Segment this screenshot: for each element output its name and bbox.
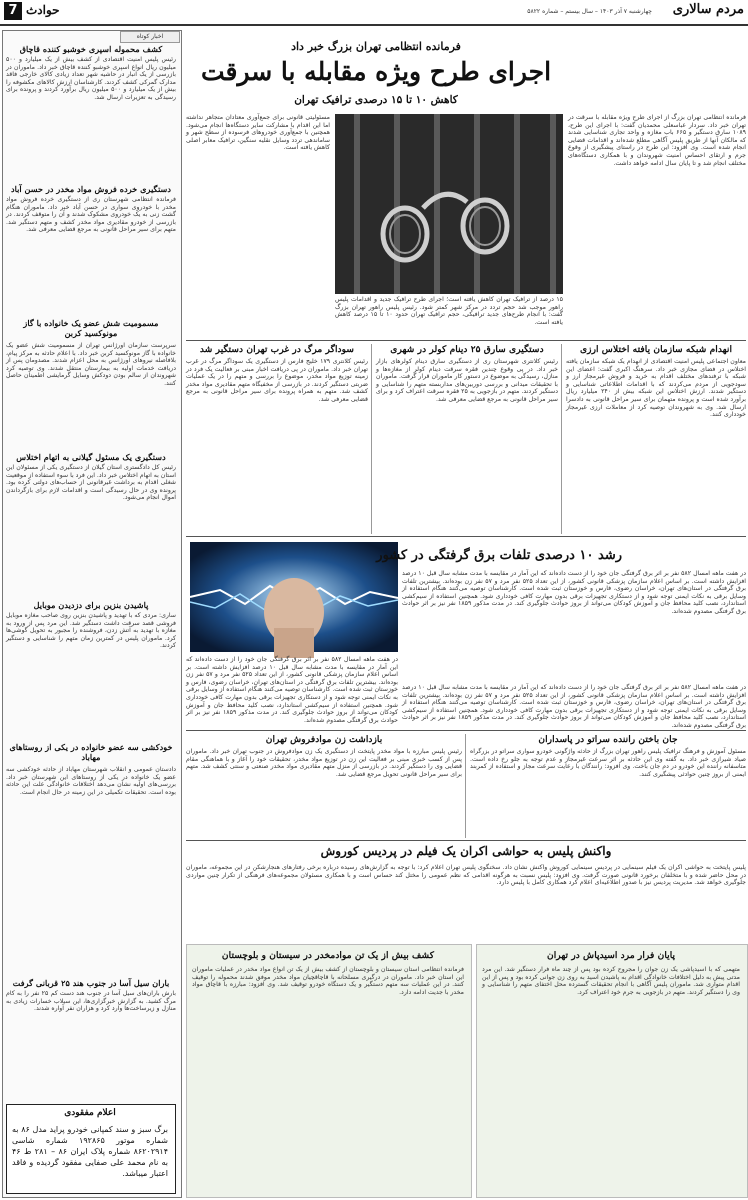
brief-5-body: ساری: مردی که با تهدید و پاشیدن بنزین روی صاحب مغازه موبایل فروشی قصد سرقت داشت دستگیر شد. این مرد پس از ورود به مغازه با تهدید به آتش زدن، فروشنده را مجبور به تحویل گوشی‌ها کرد. ماموران پلیس در کمترین زمان متهم را شناسایی و دستگیر کردند. xyxy=(6,612,176,650)
brief-6-title: خودکشی سه عضو خانواده در یکی از روستاهای مهاباد xyxy=(9,742,173,762)
brief-7-title: باران سیل آسا در جنوب هند ۲۵ قربانی گرفت xyxy=(12,978,170,988)
lower-story-1-body: مسئول آموزش و فرهنگ ترافیک پلیس راهور تهران بزرگ از حادثه واژگونی خودرو سواری سراتو در بزرگراه صیاد شیرازی خبر داد. به گفته وی این حادثه بر اثر سرعت غیرمجاز و عدم توجه به جلو رخ داده است. متاسفانه راننده این خودرو در دم جان باخت. وی افزود: رانندگان با رعایت سرعت مجاز و استفاده از کمربند ایمنی از بروز چنین حوادثی پیشگیری کنند. xyxy=(470,748,746,778)
brief-2-body: فرمانده انتظامی شهرستان ری از دستگیری خرده فروش مواد مخدر با خودروی سواری در حسن آباد خبر داد. ماموران هنگام گشت زنی به یک خودروی مشکوک شدند و آن را متوقف کردند. در بازرسی از خودرو مقادیری مواد مخدر کشف و متهم دستگیر شد. متهم برای سیر مراحل قانونی به مرجع قضایی معرفی شد. xyxy=(6,196,176,234)
brief-2-title: دستگیری خرده فروش مواد مخدر در حسن آباد xyxy=(10,184,172,194)
brief-1-title: کشف محموله اسپری خوشبو کننده قاچاق xyxy=(19,44,163,54)
lower-story-1-title: جان باختن راننده سراتو در پاسداران xyxy=(538,734,678,745)
divider xyxy=(186,536,746,537)
kourosh-body: پلیس پایتخت به حواشی اکران یک فیلم سینمایی در پردیس سینمایی کوروش واکنش نشان داد. سخنگوی پلیس تهران اعلام کرد: با توجه به گزارش‌های رسیده درباره برخی رفتارهای هنجارشکن در این مجموعه، ماموران در محل حاضر شده و با متخلفان برخورد قانونی صورت گرفت. وی افزود: پلیس نسبت به هرگونه اقدامی که نظم عمومی را مختل کند حساس است و با همکاری مسئولان مجموعه‌های فرهنگی از تکرار چنین مواردی جلوگیری خواهد شد. مدیریت پردیس نیز با صدور اطلاعیه‌ای اعلام کرد همکاری کامل با پلیس دارد. xyxy=(186,864,746,887)
divider xyxy=(186,730,746,731)
lower-story-2-body: رئیس پلیس مبارزه با مواد مخدر پایتخت از دستگیری یک زن موادفروش در جنوب تهران خبر داد. ماموران پس از کسب خبری مبنی بر فعالیت این زن در توزیع مواد مخدر، تحقیقات خود را آغاز و با هماهنگی مقام قضایی وی را دستگیر کردند. در بازرسی از منزل متهم مقادیری مواد مخدر صنعتی و سنتی کشف شد. متهم برای سیر مراحل قانونی تحویل مرجع قضایی شد. xyxy=(186,748,462,778)
mid-story-1-body: معاون اجتماعی پلیس امنیت اقتصادی از انهدام یک شبکه سازمان یافته اختلاس در فضای مجازی خبر داد. سرهنگ اکبری گفت: اعضای این شبکه با ترفندهای مختلف اقدام به خرید و فروش غیرمجاز ارز و سودجویی از مردم می‌کردند که با اقدامات اطلاعاتی شناسایی و دستگیر شدند. ارزش اختلاس این شبکه بیش از ۲۴۰ میلیارد ریال برآورد شده است و پرونده متهمان برای سیر مراحل قانونی به دادسرا ارسال شد. وی به شهروندان توصیه کرد از معاملات ارزی غیرمجاز خودداری کنند. xyxy=(566,358,746,419)
kourosh-headline: واکنش پلیس به حواشی اکران یک فیلم در پردیس کوروش xyxy=(320,844,612,858)
lead-header-space xyxy=(570,34,746,114)
brief-1-body: رئیس پلیس امنیت اقتصادی از کشف بیش از یک میلیارد و ۵۰۰ میلیون ریال انواع اسپری خوشبو کننده قاچاق خبر داد. ماموران در بازرسی از یک انبار در حاشیه شهر تعداد زیادی کالای خارجی فاقد مدارک گمرکی کشف کردند. کارشناسان ارزش کالاهای مکشوفه را بیش از یک میلیارد و ۵۰۰ میلیون ریال برآورد کردند و پرونده برای رسیدگی به تعزیرات ارسال شد. xyxy=(6,56,176,101)
electric-headline: رشد ۱۰ درصدی تلفات برق گرفتگی در کشور xyxy=(376,548,622,563)
page-number: 7 xyxy=(4,2,22,20)
mid-story-2-body: رئیس کلانتری شهرستان ری از دستگیری سارق دینام کولرهای بازار خبر داد. در پی وقوع چندین فقره سرقت دینام کولر از مغازه‌ها و منازل، رسیدگی به موضوع در دستور کار ماموران قرار گرفت. ماموران با تحقیقات میدانی و بررسی دوربین‌های مداربسته متهم را شناسایی و دستگیر کردند. متهم در بازجویی به ۲۵ فقره سرقت اعتراف کرد و برای سیر مراحل قانونی به مرجع قضایی معرفی شد. xyxy=(376,358,558,403)
electric-fist-photo xyxy=(190,542,398,652)
bottom-story-1-body: متهمی که با اسیدپاشی یک زن جوان را مجروح کرده بود پس از چند ماه فرار دستگیر شد. این مرد مدتی پیش به دلیل اختلافات خانوادگی اقدام به پاشیدن اسید به روی زن جوانی کرده بود و پس از این اقدام متواری شد. ماموران پلیس آگاهی با انجام تحقیقات گسترده محل اختفای متهم را شناسایی و وی را دستگیر کردند. متهم در بازجویی به جرم خود اعتراف کرد. xyxy=(482,966,740,996)
lead-body-under-photo: ۱۵ درصد از ترافیک تهران کاهش یافته است؛ اجرای طرح ترافیک جدید و اقدامات پلیس راهور موجب شد حجم تردد در مرکز شهر کمتر شود. رئیس پلیس راهور تهران بزرگ گفت: با انجام طرح‌های جدید ترافیکی، حجم ترافیک تهران حدود ۱۰ تا ۱۵ درصد کاهش یافته است. xyxy=(335,296,563,326)
electric-body-continued: در هفت ماهه امسال ۵۸۲ نفر بر اثر برق گرفتگی جان خود را از دست داده‌اند که این آمار در مقایسه با مدت مشابه سال قبل ۱۰ درصد افزایش داشته است. بر اساس اعلام سازمان پزشکی قانونی کشور، از این تعداد ۵۲۵ نفر مرد و ۵۷ نفر زن بوده‌اند. بیشترین تلفات برق گرفتگی در استان‌های تهران، خراسان رضوی، فارس و خوزستان ثبت شده است. کارشناسان توصیه می‌کنند هنگام استفاده از وسایل برقی به نکات ایمنی توجه شود و از دستکاری تجهیزات برقی بدون مهارت کافی خودداری شود. همچنین استفاده از سیم‌کشی استاندارد، نصب کلید محافظ جان و آموزش کودکان می‌تواند از بروز حوادث جلوگیری کند. در مدت مذکور ۱۸۵۹ نفر نیز بر اثر حوادث برق گرفتگی مصدوم شده‌اند. xyxy=(185,656,399,724)
mid-story-3-title: سوداگر مرگ در غرب تهران دستگیر شد xyxy=(199,344,355,355)
dateline: چهارشنبه ۷ آذر ۱۴۰۳ – سال بیستم – شماره ۵۸۲۲ xyxy=(527,8,652,15)
lost-notice-body: برگ سبز و سند کمپانی خودرو پراید مدل ۸۶ به شماره موتور ۱۹۲۸۶۵ شماره شاسی ۸۶۲۰۲۹۱۴ شماره پلاک ایران ۸۶ – ۲۸۱ ط ۴۶ به نام محمد علی صفایی مفقود گردیده و فاقد اعتبار میباشد. xyxy=(12,1125,168,1178)
brief-6-body: دادستان عمومی و انقلاب شهرستان مهاباد از حادثه خودکشی سه عضو یک خانواده در یکی از روستاهای این شهرستان خبر داد. بررسی‌های اولیه نشان می‌دهد اختلافات خانوادگی علت این حادثه بوده است. تحقیقات تکمیلی در این زمینه در حال انجام است. xyxy=(6,766,176,796)
brief-4-title: دستگیری یک مسئول گیلانی به اتهام اختلاس xyxy=(16,452,166,462)
lead-subhead: کاهش ۱۰ تا ۱۵ درصدی ترافیک تهران xyxy=(294,94,458,106)
section-title: حوادث xyxy=(26,3,60,17)
newspaper-logo: مردم سالاری xyxy=(672,2,744,17)
lead-headline: اجرای طرح ویژه مقابله با سرقت xyxy=(200,57,552,86)
mid-story-3-body: رئیس کلانتری ۱۷۹ خلیج فارس از دستگیری یک سوداگر مرگ در غرب تهران خبر داد. ماموران در پی دریافت اخبار مبنی بر فعالیت یک فرد در زمینه توزیع مواد مخدر، موضوع را بررسی و متهم را در یک عملیات ضربتی دستگیر کردند. در بازرسی از مخفیگاه متهم مقادیری مواد مخدر کشف شد. متهم به همراه پرونده برای سیر مراحل قانونی به مرجع قضایی معرفی شد. xyxy=(186,358,368,403)
brief-7-body: بارش باران‌های سیل آسا در جنوب هند دست کم ۲۵ نفر را به کام مرگ کشید. به گزارش خبرگزاری‌ها، این سیلاب خسارات زیادی به منازل و زیرساخت‌ها وارد کرد و هزاران نفر آواره شدند. xyxy=(6,990,176,1013)
divider xyxy=(186,340,746,341)
divider xyxy=(186,840,746,841)
divider xyxy=(561,344,562,534)
lower-story-2-title: بازداشت زن موادفروش تهران xyxy=(265,734,383,745)
handcuffs-icon xyxy=(335,114,563,294)
brief-4-body: رئیس کل دادگستری استان گیلان از دستگیری یکی از مسئولان این استان به اتهام اختلاس خبر داد. این فرد با سوء استفاده از موقعیت شغلی اقدام به برداشت غیرقانونی از حساب‌های دولتی کرده بود. پرونده وی در حال رسیدگی است و اقدامات لازم برای بازگرداندن اموال انجام می‌شود. xyxy=(6,464,176,502)
lead-body-right: فرمانده انتظامی تهران بزرگ از اجرای طرح ویژه مقابله با سرقت در تهران خبر داد. سردار عباسعلی محمدیان گفت: با اجرای این طرح، ۱۰۸۹ سارق دستگیر و ۶۶۵ باب مغازه و واحد تجاری شناسایی شدند که مالکان آنها از طریق پلیس آگاهی مطلع شده‌اند و اقدامات قضایی انجام شده است. وی افزود: این طرح در راستای پیشگیری از وقوع جرم و ارتقای احساس امنیت شهروندان و با همکاری دستگاه‌های مختلف انجام شد و تا پایان سال ادامه خواهد داشت. xyxy=(568,114,746,167)
electric-body-continued-2: در هفت ماهه امسال ۵۸۲ نفر بر اثر برق گرفتگی جان خود را از دست داده‌اند که این آمار در مقایسه با مدت مشابه سال قبل ۱۰ درصد افزایش داشته است. بر اساس اعلام سازمان پزشکی قانونی کشور، از این تعداد ۵۲۵ نفر مرد و ۵۷ نفر زن بوده‌اند. بیشترین تلفات برق گرفتگی در استان‌های تهران، خراسان رضوی، فارس و خوزستان ثبت شده است. کارشناسان توصیه می‌کنند هنگام استفاده از وسایل برقی به نکات ایمنی توجه شود و از دستکاری تجهیزات برقی بدون مهارت کافی خودداری شود. همچنین استفاده از سیم‌کشی استاندارد، نصب کلید محافظ جان و آموزش کودکان می‌تواند از بروز حوادث جلوگیری کند. در مدت مذکور ۱۸۵۹ نفر نیز بر اثر حوادث برق گرفتگی مصدوم شده‌اند. xyxy=(402,684,747,729)
divider xyxy=(371,344,372,534)
fist-with-electric-arc-icon xyxy=(190,542,398,652)
bottom-story-2-body: فرمانده انتظامی استان سیستان و بلوچستان از کشف بیش از یک تن انواع مواد مخدر در عملیات ماموران این استان خبر داد. ماموران در درگیری مسلحانه با قاچاقچیان مواد مخدر موفق شدند محموله را توقیف کنند. در این عملیات سه متهم دستگیر و یک دستگاه خودرو توقیف شد. وی افزود: مبارزه با قاچاق مواد مخدر با جدیت ادامه دارد. xyxy=(192,966,464,996)
mid-story-1-title: انهدام شبکه سازمان یافته اختلاس ارزی xyxy=(579,344,733,355)
bottom-story-2-title: کشف بیش از یک تن موادمخدر در سیستان و بلوچستان xyxy=(221,950,435,961)
brief-3-title: مسمومیت شش عضو یک خانواده با گاز مونوکسید کربن xyxy=(23,318,159,338)
electric-body: در هفت ماهه امسال ۵۸۲ نفر بر اثر برق گرفتگی جان خود را از دست داده‌اند که این آمار در مقایسه با مدت مشابه سال قبل ۱۰ درصد افزایش داشته است. بر اساس اعلام سازمان پزشکی قانونی کشور، از این تعداد ۵۲۵ نفر مرد و ۵۷ نفر زن بوده‌اند. بیشترین تلفات برق گرفتگی در استان‌های تهران، خراسان رضوی، فارس و خوزستان ثبت شده است. کارشناسان توصیه می‌کنند هنگام استفاده از وسایل برقی به نکات ایمنی توجه شود و از دستکاری تجهیزات برقی بدون مهارت کافی خودداری شود. همچنین استفاده از سیم‌کشی استاندارد، نصب کلید محافظ جان و آموزش کودکان می‌تواند از بروز حوادث جلوگیری کند. در مدت مذکور ۱۸۵۹ نفر نیز بر اثر حوادث برق گرفتگی مصدوم شده‌اند. xyxy=(402,570,747,615)
lead-kicker: فرمانده انتظامی تهران بزرگ خبر داد xyxy=(291,40,461,53)
lead-body-left: مسئولیتی قانونی برای جمع‌آوری معتادان متجاهر نداشته اما این اقدام با مشارکت سایر دستگاه‌ها انجام می‌شود. همچنین با جمع‌آوری خودروهای فرسوده از سطح شهر و ساماندهی تردد وسایل نقلیه سنگین، ترافیک معابر اصلی کاهش یافته است. xyxy=(186,114,330,152)
sidebar-tag: اخبار کوتاه xyxy=(120,31,180,43)
divider xyxy=(465,734,466,838)
bottom-story-1-title: پایان فرار مرد اسیدپاش در تهران xyxy=(546,950,676,961)
brief-3-body: سرپرست سازمان اورژانس تهران از مسمومیت شش عضو یک خانواده با گاز مونوکسید کربن خبر داد. با اعلام حادثه به مرکز پیام، بلافاصله نیروهای اورژانس به محل اعزام شدند. مصدومان پس از دریافت خدمات اولیه به بیمارستان منتقل شدند. وی توصیه کرد شهروندان از سالم بودن دودکش وسایل گرمایشی اطمینان حاصل کنند. xyxy=(6,342,176,387)
handcuffs-photo xyxy=(335,114,563,294)
lost-notice-title: اعلام مفقودی xyxy=(64,1108,116,1118)
mid-story-2-title: دستگیری سارق ۲۵ دینام کولر در شهری xyxy=(390,344,544,355)
brief-5-title: پاشیدن بنزین برای دزدیدن موبایل xyxy=(33,600,149,610)
